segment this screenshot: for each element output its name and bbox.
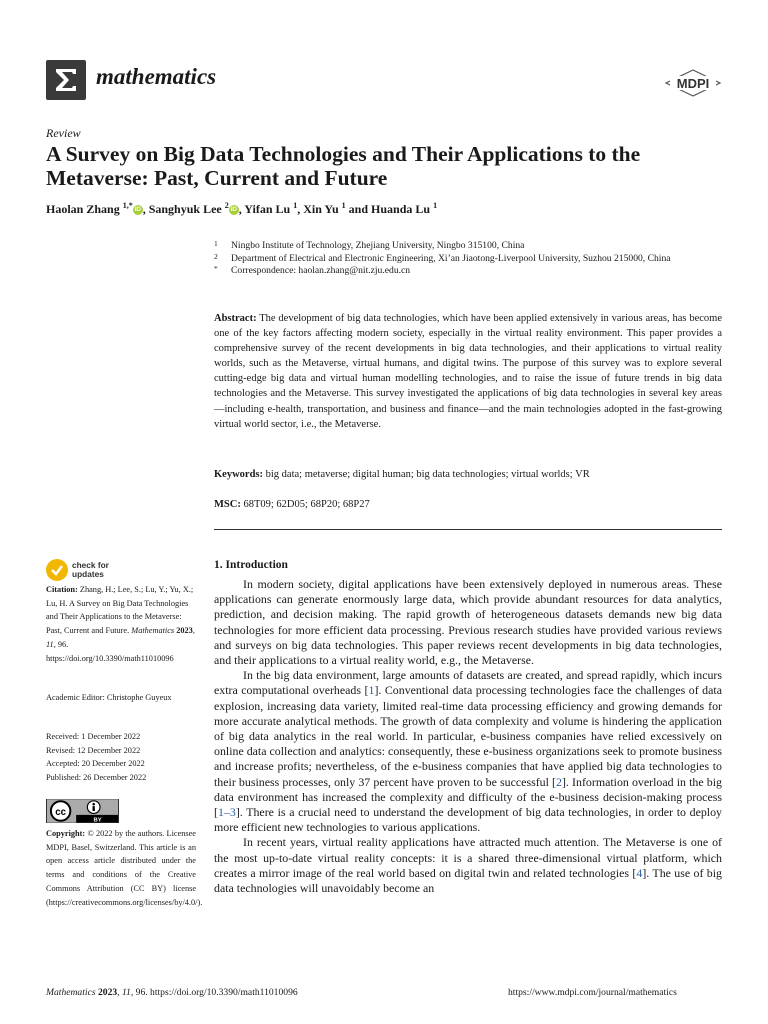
footer-citation: Mathematics 2023, 11, 96. https://doi.org/10.3390/math11010096 xyxy=(46,987,298,998)
author-affiliation-mark: 1 xyxy=(433,201,438,210)
orcid-icon[interactable]: iD xyxy=(230,206,237,213)
section-heading: 1. Introduction xyxy=(214,559,288,571)
author-name: Haolan Zhang xyxy=(46,202,123,216)
citation: Citation: Zhang, H.; Lee, S.; Lu, Y.; Yu, X.; Lu, H. A Survey on Big Data Technologies and Their Applications to the Metaverse: Past, Current and Future. Mathematics 2023, 11, 96. https://doi.org/10.3390/math11010096 xyxy=(46,585,195,663)
reference-link[interactable]: 2 xyxy=(556,774,562,789)
abstract-label: Abstract: xyxy=(214,313,257,324)
journal-name: mathematics xyxy=(96,64,217,89)
creative-commons-icon xyxy=(47,799,118,823)
author-name: Yifan Lu xyxy=(244,202,294,216)
author-name: Xin Yu xyxy=(303,202,342,216)
paragraph: In the big data environment, large amounts of datasets are created, and spread rapidly, which incurs extra computational overheads [1]. Conventional data processing technologies face the challenges of data explosion, increasing data variety, limited real-time data processing efficiency and growing demands for more accurate analytical methods. The growth of data complexity and volume is hindering the application of big data analytics in the real world. In particular, e-business companies have relied excessively on online data collection and analytics: consequently, these e-business organizations seek to promote business and increase profits; nevertheless, of the e-business companies that have applied big data technologies to their business processes, only 37 percent have proven to be successful [2]. Information overload in the big data environment has increased the complexity and difficulty of the e-business decision-making process [1–3]. There is a crucial need to understand the development of big data technologies, in order to deploy more efficient new technologies to various applications. xyxy=(214,668,722,835)
svg-text:BY: BY xyxy=(93,817,102,823)
orcid-icon[interactable]: iD xyxy=(134,206,141,213)
author-name: Huanda Lu xyxy=(371,202,434,216)
article-type: Review xyxy=(46,126,81,140)
author-affiliation-mark: 1 xyxy=(293,201,298,210)
svg-text:cc: cc xyxy=(55,806,67,818)
divider xyxy=(214,529,722,530)
author-name: Sanghyuk Lee xyxy=(148,202,225,216)
reference-link[interactable]: 1–3 xyxy=(217,805,236,820)
academic-editor: Academic Editor: Christophe Guyeux xyxy=(46,693,172,702)
publisher-name: MDPI xyxy=(676,76,710,91)
paragraph: In modern society, digital applications have been extensively deployed in numerous areas. These applications can generate enormously large data, which provide abundant resources for data analytics, prediction, and decision making. The rapid growth of heterogeneous datasets demands new big data technologies for more efficient data processing. Previous research studies have provided various reviews and surveys on big data technologies. This paper reviews recent developments in big data technologies, and their applications to a virtual reality world, e.g., the Metaverse. xyxy=(214,577,722,668)
page-title: A Survey on Big Data Technologies and Their Applications to the Metaverse: Past, Current and Future xyxy=(46,142,641,190)
author-list: Haolan Zhang $^{1,*}$ iD , Sanghyuk Lee $^2$ iD , Yifan Lu $^1$, Xin Yu $^1$ and Huanda Lu $^1$ xyxy=(46,201,438,216)
keywords: Keywords: big data; metaverse; digital human; big data technologies; virtual worlds; VR xyxy=(214,469,590,480)
author-affiliation-mark: 1 xyxy=(341,201,346,210)
journal-url[interactable]: https://www.mdpi.com/journal/mathematics xyxy=(508,987,677,998)
copyright-notice: Copyright: © 2022 by the authors. Licensee MDPI, Basel, Switzerland. This article is an open access article distributed under the terms and conditions of the Creative Commons Attribution (CC BY) license (https://creativecommons.org/licenses/by/4.0/). xyxy=(46,829,203,907)
author-affiliation-mark: 2 xyxy=(224,201,229,210)
abstract xyxy=(214,311,722,432)
affiliation-item: * Correspondence: haolan.zhang@nit.zju.edu.cn xyxy=(214,264,411,277)
introduction-body xyxy=(214,577,722,896)
check-for-updates-badge[interactable]: check for updates xyxy=(46,557,156,583)
journal-logo xyxy=(46,60,86,100)
sigma-icon xyxy=(51,65,81,95)
mdpi-logo xyxy=(664,68,722,98)
abstract-text: The development of big data technologies, which have been applied extensively in various areas, has become one of the key factors affecting modern society, especially in the virtual reality environment. This paper provides a comprehensive survey of the recent developments in big data technologies, and their applications to virtual reality worlds, such as the Metaverse, virtual humans, and digital twins. The purpose of this survey was to explore several cutting-edge big data and virtual human modelling technologies, and to raise the issue of future trends in big data technologies and the Metaverse. This survey investigated the applications of big data technologies in several key areas—including e-health, transportation, and business and finance—and the main technologies adopted in the fast-growing virtual world sector, i.e., the Metaverse. xyxy=(214,313,722,430)
reference-link[interactable]: 1 xyxy=(368,683,375,698)
publication-dates: Received: 1 December 2022 Revised: 12 December 2022 Accepted: 20 December 2022 Published: 26 December 2022 xyxy=(46,732,147,783)
author-affiliation-mark: 1,* xyxy=(122,201,133,210)
affiliations xyxy=(214,240,724,278)
check-updates-icon xyxy=(46,559,68,581)
paragraph: In recent years, virtual reality applications have attracted much attention. The Metaverse is one of the most up-to-date virtual reality concepts: it is a shared three-dimensional virtual platform, which creates a mirror image of the real world based on digital twin and related technologies [4]. The use of big data technologies will unavoidably become an xyxy=(214,835,722,896)
affiliation-item: 1 Ningbo Institute of Technology, Zhejiang University, Ningbo 315100, China xyxy=(214,239,525,251)
affiliation-item: 2 Department of Electrical and Electronic Engineering, Xi’an Jiaotong-Liverpool University, Suzhou 215000, China xyxy=(214,251,671,264)
cc-by-license-badge[interactable] xyxy=(46,799,119,823)
reference-link[interactable]: 4 xyxy=(636,865,643,880)
msc-codes: MSC: 68T09; 62D05; 68P20; 68P27 xyxy=(214,499,370,510)
